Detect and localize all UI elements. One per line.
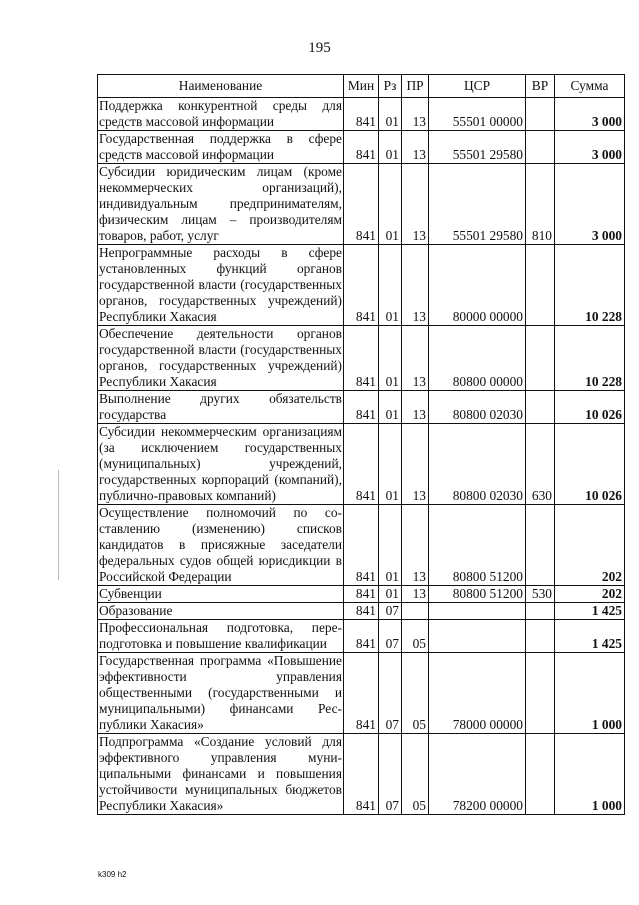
row-rz: 07	[379, 734, 402, 815]
row-pr: 05	[402, 653, 429, 734]
header-min: Мин	[344, 75, 379, 98]
row-csr: 78000 00000	[429, 653, 526, 734]
row-sum: 1 425	[555, 603, 625, 620]
row-sum: 3 000	[555, 131, 625, 164]
table-row	[98, 131, 625, 164]
row-rz: 01	[379, 424, 402, 505]
row-csr: 55501 00000	[429, 98, 526, 131]
row-vr	[526, 326, 555, 391]
table-row	[98, 326, 625, 391]
row-min: 841	[344, 98, 379, 131]
row-name: Субвенции	[98, 586, 344, 603]
row-csr: 80800 02030	[429, 391, 526, 424]
row-pr: 13	[402, 424, 429, 505]
row-pr: 13	[402, 391, 429, 424]
row-rz: 01	[379, 505, 402, 586]
row-pr	[402, 603, 429, 620]
row-name: Государственная программа «Повышение эффективности управления общественными (государственными и муниципальными) финансами Республики Хакасия»	[99, 653, 342, 732]
table-row	[98, 391, 625, 424]
row-sum: 1 425	[555, 620, 625, 653]
row-pr: 05	[402, 620, 429, 653]
row-rz: 01	[379, 98, 402, 131]
table-row	[98, 586, 625, 603]
row-name: Государственная поддержка в сфере средств массовой информации	[99, 131, 342, 162]
row-min: 841	[344, 620, 379, 653]
row-rz: 01	[379, 245, 402, 326]
row-vr	[526, 505, 555, 586]
row-min: 841	[344, 505, 379, 586]
row-sum: 10 228	[555, 326, 625, 391]
scan-margin-line	[58, 470, 59, 580]
row-csr: 80800 00000	[429, 326, 526, 391]
row-name: Поддержка конкурентной среды для средств массовой информации	[99, 98, 342, 129]
row-sum: 3 000	[555, 164, 625, 245]
row-pr: 13	[402, 326, 429, 391]
row-min: 841	[344, 603, 379, 620]
footer-code: k309 h2	[98, 870, 127, 879]
row-min: 841	[344, 653, 379, 734]
table-row	[98, 734, 625, 815]
row-rz: 01	[379, 164, 402, 245]
row-vr	[526, 131, 555, 164]
row-rz: 07	[379, 653, 402, 734]
row-pr: 13	[402, 586, 429, 603]
header-vr: ВР	[526, 75, 555, 98]
row-csr: 80000 00000	[429, 245, 526, 326]
row-min: 841	[344, 164, 379, 245]
row-csr: 78200 00000	[429, 734, 526, 815]
row-rz: 01	[379, 586, 402, 603]
row-sum: 202	[555, 586, 625, 603]
row-name: Субсидии некоммерческим организациям (за исключением государственных (муниципальных) учреждений, государственных корпораций (компаний), публично-правовых компаний)	[99, 424, 342, 503]
row-sum: 10 026	[555, 424, 625, 505]
table-row	[98, 245, 625, 326]
row-pr: 13	[402, 164, 429, 245]
row-vr: 530	[526, 586, 555, 603]
row-vr	[526, 98, 555, 131]
row-pr: 13	[402, 245, 429, 326]
row-csr: 80800 51200	[429, 586, 526, 603]
row-rz: 01	[379, 326, 402, 391]
table-row	[98, 620, 625, 653]
row-name: Профессиональная подготовка, переподготовка и повышение квалификации	[99, 620, 342, 651]
row-vr: 810	[526, 164, 555, 245]
row-rz: 07	[379, 603, 402, 620]
header-sum: Сумма	[555, 75, 625, 98]
row-vr	[526, 734, 555, 815]
row-vr	[526, 245, 555, 326]
row-name: Осуществление полномочий по составлению (изменению) списков кандидатов в присяжные заседатели федеральных судов общей юрисдикции в Российской Федерации	[99, 505, 342, 584]
row-sum: 3 000	[555, 98, 625, 131]
table-row	[98, 98, 625, 131]
table-row	[98, 505, 625, 586]
row-vr	[526, 391, 555, 424]
row-sum: 1 000	[555, 653, 625, 734]
row-pr: 05	[402, 734, 429, 815]
row-csr	[429, 603, 526, 620]
row-min: 841	[344, 131, 379, 164]
row-pr: 13	[402, 98, 429, 131]
budget-table	[97, 74, 625, 815]
table-header-row	[98, 75, 625, 98]
row-min: 841	[344, 326, 379, 391]
row-name: Выполнение других обязательств государства	[99, 391, 342, 422]
row-vr	[526, 653, 555, 734]
row-name: Подпрограмма «Создание условий для эффективного управления муниципальными финансами и повышения устойчивости муниципальных бюджетов Республики Хакасия»	[99, 734, 342, 813]
row-csr: 80800 02030	[429, 424, 526, 505]
header-pr: ПР	[402, 75, 429, 98]
table-row	[98, 424, 625, 505]
row-csr: 55501 29580	[429, 131, 526, 164]
row-pr: 13	[402, 131, 429, 164]
header-rz: Рз	[379, 75, 402, 98]
row-min: 841	[344, 245, 379, 326]
table-row	[98, 653, 625, 734]
row-pr: 13	[402, 505, 429, 586]
row-sum: 202	[555, 505, 625, 586]
row-vr	[526, 620, 555, 653]
row-rz: 07	[379, 620, 402, 653]
row-csr	[429, 620, 526, 653]
header-csr: ЦСР	[429, 75, 526, 98]
header-name: Наименование	[98, 75, 344, 98]
row-min: 841	[344, 424, 379, 505]
page-number: 195	[308, 40, 331, 56]
table-row	[98, 603, 625, 620]
table-row	[98, 164, 625, 245]
row-sum: 10 228	[555, 245, 625, 326]
row-vr	[526, 603, 555, 620]
row-csr: 55501 29580	[429, 164, 526, 245]
row-name: Непрограммные расходы в сфере установленных функций органов государственной власти (государственных органов, государственных учреждений) Республики Хакасия	[99, 245, 342, 324]
row-rz: 01	[379, 391, 402, 424]
row-rz: 01	[379, 131, 402, 164]
row-min: 841	[344, 391, 379, 424]
row-vr: 630	[526, 424, 555, 505]
row-name: Образование	[98, 603, 344, 620]
row-name: Субсидии юридическим лицам (кроме некоммерческих организаций), индивидуальным предпринимателям, физическим лицам – производителям товаров, работ, услуг	[99, 164, 342, 243]
row-csr: 80800 51200	[429, 505, 526, 586]
row-sum: 10 026	[555, 391, 625, 424]
row-min: 841	[344, 586, 379, 603]
row-sum: 1 000	[555, 734, 625, 815]
row-name: Обеспечение деятельности органов государственной власти (государственных органов, государственных учреждений) Республики Хакасия	[99, 326, 342, 389]
row-min: 841	[344, 734, 379, 815]
